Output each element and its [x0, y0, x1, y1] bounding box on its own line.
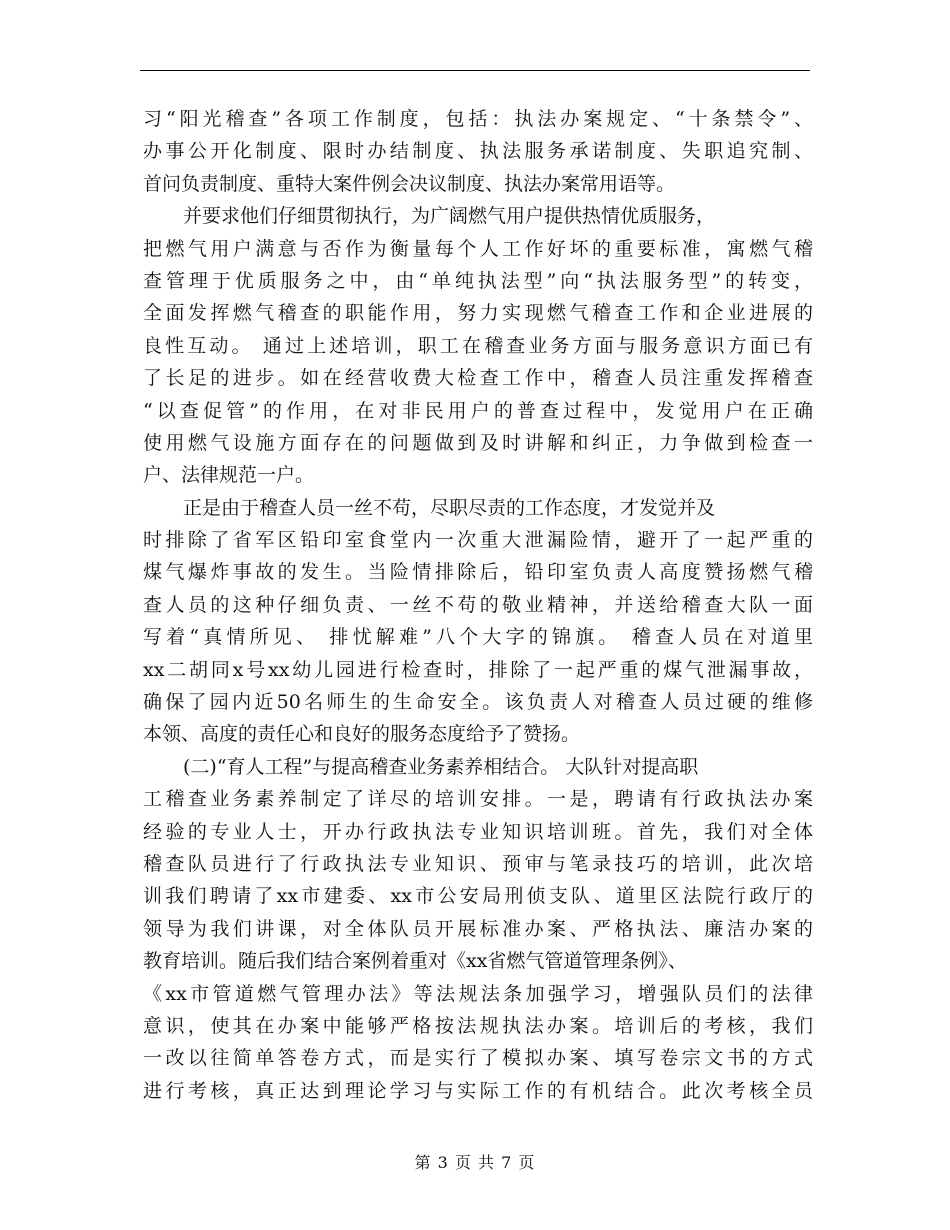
text-line-31: 进行考核，真正达到理论学习与实际工作的有机结合。此次考核全员: [143, 1079, 813, 1102]
text-line-26: 领导为我们讲课，对全体队员开展标准办案、严格执法、廉洁办案的: [143, 917, 813, 940]
text-line-13: 正是由于稽查人员一丝不苟，尽职尽责的工作态度，才发觉并及: [183, 496, 716, 519]
text-line-17: 写着“真情所见、 排忧解难”八个大字的锦旗。 稽查人员在对道里: [143, 626, 813, 649]
text-line-8: 良性互动。 通过上述培训，职工在稽查业务方面与服务意识方面已有: [143, 334, 813, 357]
text-line-7: 全面发挥燃气稽查的职能作用，努力实现燃气稽查工作和企业进展的: [143, 302, 813, 325]
text-line-29: 意识，使其在办案中能够严格按法规执法办案。培训后的考核，我们: [143, 1014, 813, 1037]
page-footer: 第 3 页 共 7 页: [414, 1153, 536, 1172]
document-body: [143, 103, 813, 1107]
text-line-15: 煤气爆炸事故的发生。当险情排除后，铅印室负责人高度赞扬燃气稽: [143, 561, 813, 584]
header-rule: [140, 70, 810, 71]
text-line-2: 办事公开化制度、限时办结制度、执法服务承诺制度、失职追究制、: [143, 140, 813, 163]
text-line-22: 工稽查业务素养制定了详尽的培训安排。一是，聘请有行政执法办案: [143, 788, 813, 811]
text-line-18: xx二胡同x号xx幼儿园进行检查时，排除了一起严重的煤气泄漏事故，: [143, 658, 813, 681]
text-line-14: 时排除了省军区铅印室食堂内一次重大泄漏险情，避开了一起严重的: [143, 529, 813, 552]
text-line-23: 经验的专业人士，开办行政执法专业知识培训班。首先，我们对全体: [143, 820, 813, 843]
text-line-3: 首问负责制度、重特大案件例会决议制度、执法办案常用语等。: [143, 172, 676, 195]
text-line-28: 《xx市管道燃气管理办法》等法规法条加强学习，增强队员们的法律: [143, 982, 813, 1005]
text-line-10: “以查促管”的作用，在对非民用户的普查过程中，发觉用户在正确: [143, 399, 813, 422]
text-line-11: 使用燃气设施方面存在的问题做到及时讲解和纠正，力争做到检查一: [143, 431, 813, 454]
text-line-24: 稽查队员进行了行政执法专业知识、预审与笔录技巧的培训，此次培: [143, 852, 813, 875]
text-line-9: 了长足的进步。如在经营收费大检查工作中，稽查人员注重发挥稽查: [143, 367, 813, 390]
text-line-25: 训我们聘请了xx市建委、xx市公安局刑侦支队、道里区法院行政厅的: [143, 885, 813, 908]
text-line-1: 习“阳光稽查”各项工作制度，包括：执法办案规定、“十条禁令”、: [143, 108, 813, 130]
text-line-30: 一改以往简单答卷方式，而是实行了模拟办案、填写卷宗文书的方式: [143, 1047, 813, 1070]
text-line-19: 确保了园内近50名师生的生命安全。该负责人对稽查人员过硬的维修: [143, 691, 813, 714]
text-line-16: 查人员的这种仔细负责、一丝不苟的敬业精神，并送给稽查大队一面: [143, 593, 813, 616]
text-line-27: 教育培训。随后我们结合案例着重对《xx省燃气管道管理条例》、: [143, 950, 687, 973]
text-line-20: 本领、高度的责任心和良好的服务态度给予了赞扬。: [143, 723, 581, 746]
text-line-4: 并要求他们仔细贯彻执行，为广阔燃气用户提供热情优质服务，: [183, 205, 716, 228]
text-line-5: 把燃气用户满意与否作为衡量每个人工作好坏的重要标准，寓燃气稽: [143, 237, 813, 260]
text-line-21: (二)“育人工程”与提高稽查业务素养相结合。 大队针对提高职: [183, 755, 699, 778]
text-line-12: 户、法律规范一户。: [143, 464, 315, 487]
text-line-6: 查管理于优质服务之中，由“单纯执法型”向“执法服务型”的转变，: [143, 269, 813, 292]
